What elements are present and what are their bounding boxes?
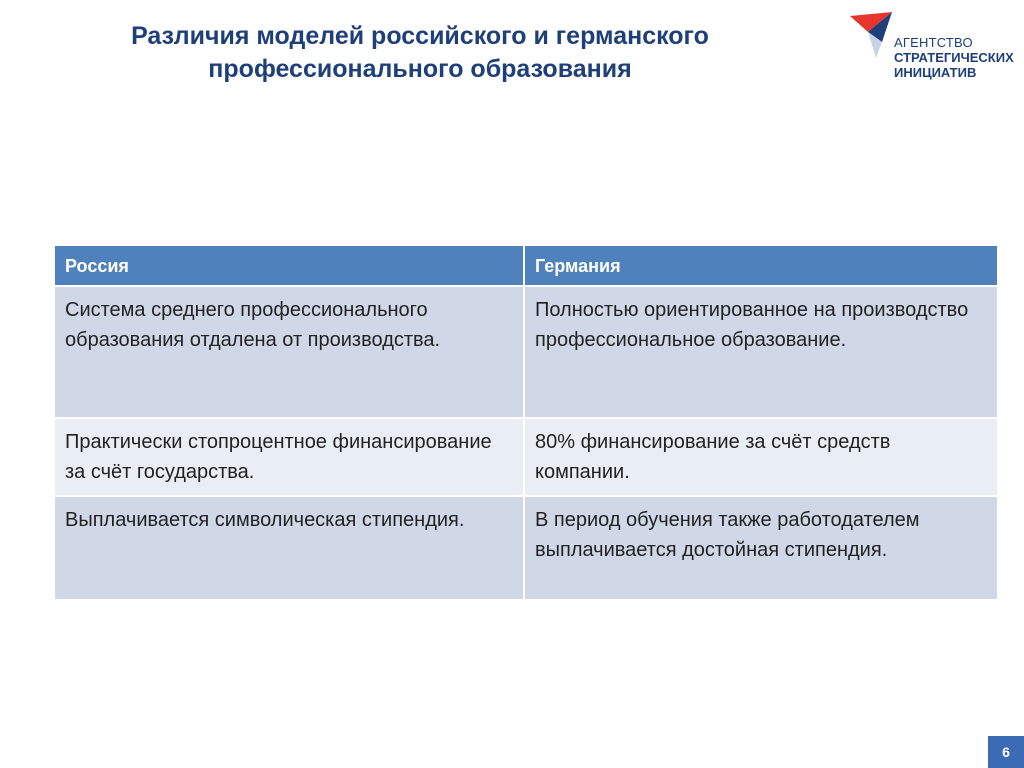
cell-germany: Полностью ориентированное на производство профессиональное образование.	[524, 286, 998, 418]
table-header-row	[54, 245, 998, 286]
header-germany: Германия	[524, 245, 998, 286]
page-number: 6	[988, 736, 1024, 768]
logo-text	[894, 35, 1014, 80]
comparison-table	[53, 244, 999, 601]
title-line-1: Различия моделей российского и германского	[131, 22, 709, 50]
logo-line-1: АГЕНТСТВО	[894, 35, 973, 50]
table-row	[54, 496, 998, 600]
table-row	[54, 418, 998, 496]
cell-russia: Практически стопроцентное финансирование за счёт государства.	[54, 418, 524, 496]
cell-germany: 80% финансирование за счёт средств компании.	[524, 418, 998, 496]
title-line-2: профессионального образования	[208, 55, 632, 83]
page-title	[60, 20, 780, 86]
agency-logo	[846, 10, 1016, 90]
cell-russia: Система среднего профессионального образования отдалена от производства.	[54, 286, 524, 418]
logo-line-3: ИНИЦИАТИВ	[894, 65, 977, 80]
cell-russia: Выплачивается символическая стипендия.	[54, 496, 524, 600]
cell-germany: В период обучения также работодателем выплачивается достойная стипендия.	[524, 496, 998, 600]
logo-line-2: СТРАТЕГИЧЕСКИХ	[894, 50, 1014, 65]
header-russia: Россия	[54, 245, 524, 286]
table-row	[54, 286, 998, 418]
